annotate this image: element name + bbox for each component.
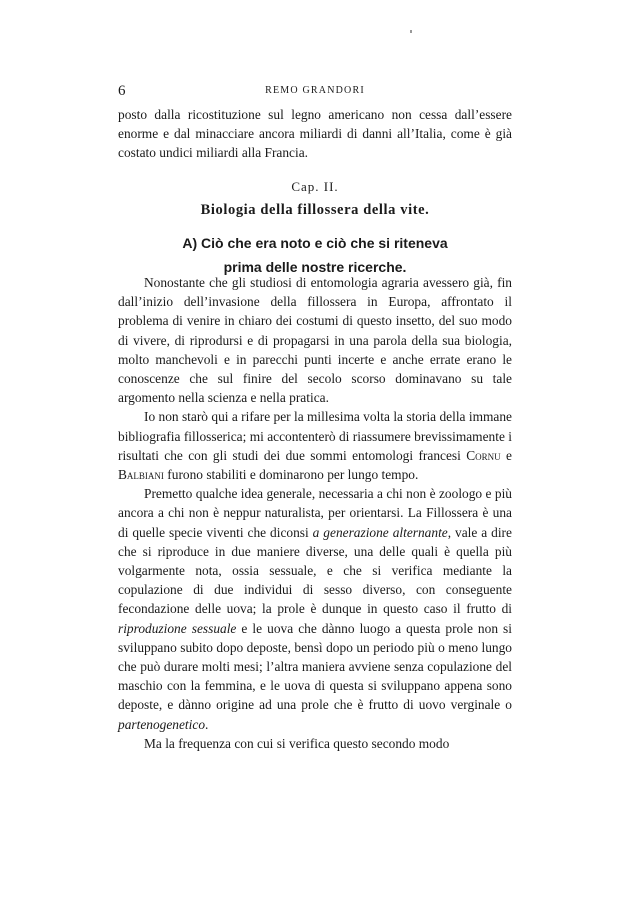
paragraph-2-text-b: furono stabiliti e dominarono per lungo tempo. xyxy=(167,467,419,483)
paragraph-2 xyxy=(118,407,512,484)
paragraph-1: Nonostante che gli studiosi di entomologia agraria avessero già, fin dall’inizio dell’invasione della fillossera in Europa, affrontato il problema di venire in chiaro dei costumi di questo insetto, del suo modo di vivere, di riprodursi e di propagarsi in una parola della sua biologia, molto manchevoli e in parecchi punti incerte e anche errate erano le conoscenze che sul finire del secolo scorso dominavano su tale argomento nella scienza e nella pratica. xyxy=(118,275,512,406)
paragraph-3-text-a: Premetto qualche idea generale, necessaria a chi non è zoologo e più ancora a chi non è neppur naturalista, per orientarsi. La Fillossera è una di quelle specie viventi che diconsi xyxy=(118,486,512,540)
main-text xyxy=(118,273,512,753)
intro-paragraph: posto dalla ricostituzione sul legno americano non cessa dall’essere enorme e dal minacciare ancora miliardi di danni all’Italia, come è già costato undici miliardi alla Francia. xyxy=(118,107,512,161)
paragraph-3-text-c: e le uova che dànno luogo a questa prole non si sviluppano subito dopo deposte, bensì dopo un periodo più o meno lungo che può durare molti mesi; l’altra maniera avviene senza copulazione del maschio con la femmina, e le uova di questa si sviluppano appena sono deposte, e dànno origine ad una prole che è frutto di uovo verginale o xyxy=(118,620,512,713)
running-header xyxy=(118,82,512,100)
paragraph-3-text-b: , vale a dire che si riproduce in due maniere diverse, una delle quali è quella più volgarmente nota, ossia sessuale, e che si verifica mediante la copulazione di due individui di sesso diverso, con conseguente fecondazione delle uova; la prole è dunque in questo caso il frutto di xyxy=(118,524,512,617)
paragraph-3-text-d: . xyxy=(205,716,209,732)
chapter-title: Biologia della fillossera della vite. xyxy=(200,202,430,218)
paragraph-3 xyxy=(118,484,512,734)
intro-paragraph-block xyxy=(118,105,512,163)
term-partenogenetico: partenogenetico xyxy=(118,716,206,732)
page-number: 6 xyxy=(118,83,126,99)
paragraph-2-conj: e xyxy=(506,447,512,463)
paragraph-2-text-a: Io non starò qui a rifare per la millesima volta la storia della immane bibliografia fillosserica; mi accontenterò di riassumere brevissimamente i risultati che con gli studi dei due sommi entomologi francesi xyxy=(118,409,512,463)
running-title: REMO GRANDORI xyxy=(265,85,365,96)
scan-speck xyxy=(410,30,412,33)
author-name-balbiani: Balbiani xyxy=(118,467,164,483)
term-generazione-alternante: a generazione alternante xyxy=(312,524,448,540)
chapter-label: Cap. II. xyxy=(291,179,339,194)
author-name-cornu: Cornu xyxy=(466,447,501,463)
section-heading xyxy=(150,231,480,279)
section-heading-line-1: A) Ciò che era noto e ciò che si riteneva xyxy=(182,235,448,251)
paragraph-4: Ma la frequenza con cui si verifica questo secondo modo xyxy=(144,735,450,751)
section-heading-line-2: prima delle nostre ricerche. xyxy=(223,259,407,275)
term-riproduzione-sessuale: riproduzione sessuale xyxy=(118,620,237,636)
